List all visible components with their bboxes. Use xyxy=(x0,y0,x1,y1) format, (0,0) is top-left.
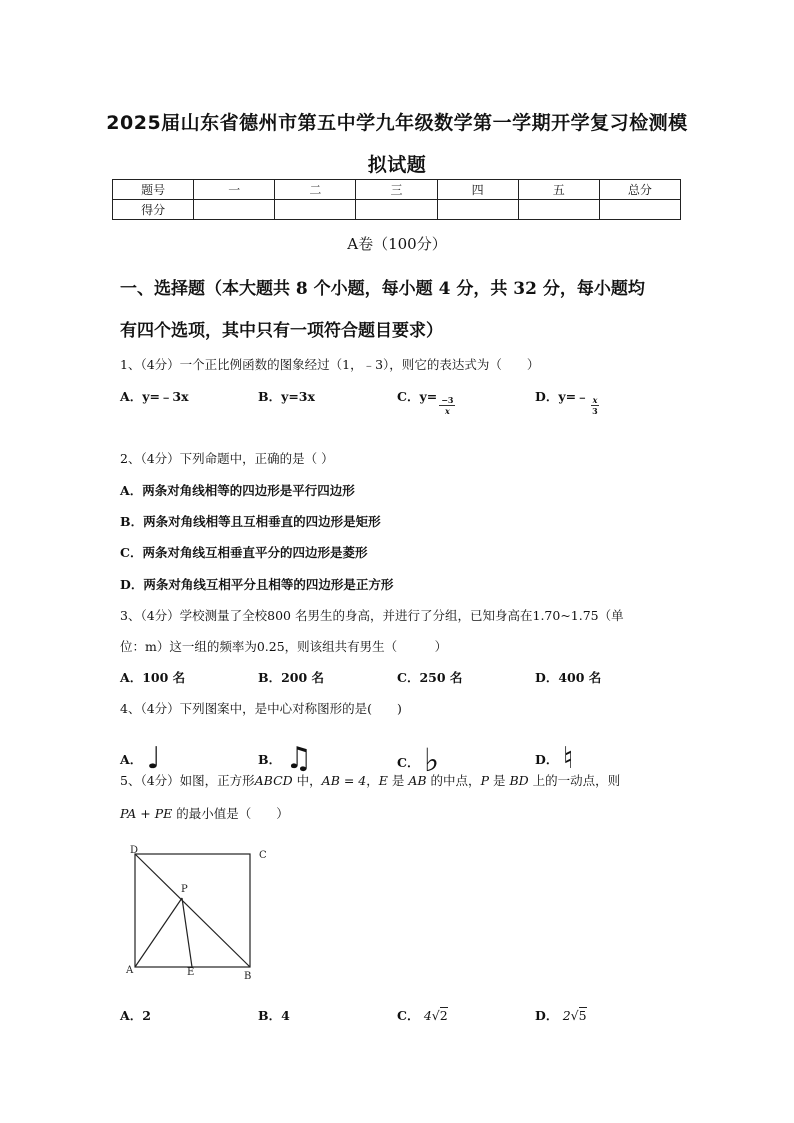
q4-option-c[interactable] xyxy=(397,737,439,779)
q4-option-a[interactable] xyxy=(120,737,161,776)
sqrt-sign-icon: √ xyxy=(431,1008,440,1023)
q5-option-b[interactable]: B．4 xyxy=(258,1008,290,1023)
score-cell: 题号 xyxy=(113,180,194,200)
q5-option-a[interactable]: A．2 xyxy=(120,1008,151,1023)
q4-option-b-label: B． xyxy=(258,752,282,767)
label-e: E xyxy=(187,967,195,978)
radical-coefficient: 4 xyxy=(423,1008,432,1023)
q5-text: 5、（4分）如图，正方形 xyxy=(120,773,255,788)
q5-option-d-prefix: D． xyxy=(535,1008,559,1023)
fraction-denominator: 3 xyxy=(592,406,598,416)
label-b: B xyxy=(244,971,252,982)
q5-text: 是 xyxy=(387,773,409,788)
section-heading: 一、选择题（本大题共 8 个小题，每小题 4 分，共 32 分，每小题均 xyxy=(120,279,645,299)
score-cell: 四 xyxy=(437,180,518,200)
q5-text: ， xyxy=(366,773,379,788)
q1-option-d-prefix: D．y=﹣ xyxy=(535,389,589,404)
score-table-score-row xyxy=(113,200,681,220)
natural-sign-icon: ♮ xyxy=(562,741,574,776)
label-a: A xyxy=(126,965,134,976)
score-input-cell[interactable] xyxy=(356,200,437,220)
beamed-notes-icon: ♫ xyxy=(285,741,313,776)
label-d: D xyxy=(130,845,139,856)
q4-option-d-label: D． xyxy=(535,752,559,767)
q2-option-a[interactable]: A．两条对角线相等的四边形是平行四边形 xyxy=(120,483,355,498)
page-title: 2025届山东省德州市第五中学九年级数学第一学期开学复习检测模 xyxy=(106,112,688,134)
q5-math: AB = 4 xyxy=(321,773,367,788)
score-cell: 二 xyxy=(275,180,356,200)
q5-text: 是 xyxy=(488,773,510,788)
q2-option-d[interactable]: D．两条对角线互相平分且相等的四边形是正方形 xyxy=(120,577,394,592)
score-input-cell[interactable] xyxy=(599,200,680,220)
q5-math: AB xyxy=(408,773,427,788)
radical-coefficient: 2 xyxy=(562,1008,571,1023)
q5-math: ABCD xyxy=(254,773,293,788)
question-3-stem-line2: 位：m）这一组的频率为0.25，则该组共有男生（ ） xyxy=(120,639,448,654)
score-input-cell[interactable] xyxy=(518,200,599,220)
question-4-stem: 4、（4分）下列图案中，是中心对称图形的是( ) xyxy=(120,701,402,716)
q5-text: 的中点， xyxy=(426,773,481,788)
question-5-stem-line2 xyxy=(120,804,289,822)
q1-option-d[interactable] xyxy=(535,387,599,416)
q2-option-b[interactable]: B．两条对角线相等且互相垂直的四边形是矩形 xyxy=(120,514,381,529)
q4-option-b[interactable] xyxy=(258,737,313,776)
q5-math: E xyxy=(378,773,388,788)
score-cell: 一 xyxy=(194,180,275,200)
q3-option-c[interactable]: C．250 名 xyxy=(397,670,463,685)
section-heading-line2: 有四个选项，其中只有一项符合题目要求） xyxy=(120,321,443,341)
score-cell: 得分 xyxy=(113,200,194,220)
paper-part-heading: A卷（100分） xyxy=(347,235,447,253)
score-table xyxy=(112,179,681,220)
radicand: 2 xyxy=(439,1008,448,1023)
q4-option-c-label: C． xyxy=(397,755,420,770)
score-input-cell[interactable] xyxy=(194,200,275,220)
label-p: P xyxy=(181,884,188,895)
quarter-note-icon: ♩ xyxy=(146,741,161,776)
q5-math: P xyxy=(480,773,489,788)
question-5-stem xyxy=(120,771,620,789)
q3-option-d[interactable]: D．400 名 xyxy=(535,670,602,685)
q3-option-a[interactable]: A．100 名 xyxy=(120,670,186,685)
score-cell: 三 xyxy=(356,180,437,200)
square-figure xyxy=(120,840,290,985)
q5-option-c-prefix: C． xyxy=(397,1008,420,1023)
score-cell: 五 xyxy=(518,180,599,200)
fraction-denominator: x xyxy=(444,406,450,416)
segment-pa xyxy=(135,898,182,967)
page-title-line2: 拟试题 xyxy=(367,154,427,176)
fraction-numerator: x xyxy=(592,395,598,405)
score-input-cell[interactable] xyxy=(437,200,518,220)
score-input-cell[interactable] xyxy=(275,200,356,220)
question-3-stem: 3、（4分）学校测量了全校800 名男生的身高，并进行了分组，已知身高在1.70~1.75（单 xyxy=(120,608,624,623)
q2-option-c[interactable]: C．两条对角线互相垂直平分的四边形是菱形 xyxy=(120,545,368,560)
flat-sign-icon: ♭ xyxy=(423,741,439,779)
fraction-numerator: −3 xyxy=(441,395,454,405)
fraction xyxy=(591,395,600,416)
diagonal-bd xyxy=(135,854,250,967)
fraction xyxy=(439,395,455,416)
radical-expression xyxy=(563,1007,587,1023)
sqrt-sign-icon: √ xyxy=(570,1008,579,1023)
q4-option-a-label: A． xyxy=(120,752,143,767)
q5-math: PA + PE xyxy=(120,806,173,821)
question-2-stem: 2、（4分）下列命题中，正确的是（ ） xyxy=(120,451,334,466)
q1-option-c-prefix: C．y= xyxy=(397,389,438,404)
q5-text: 上的一动点，则 xyxy=(528,773,621,788)
q5-option-c[interactable] xyxy=(397,1006,448,1024)
q5-option-d[interactable] xyxy=(535,1006,587,1024)
q5-text: 中， xyxy=(292,773,322,788)
q5-math: BD xyxy=(509,773,529,788)
q5-text: 的最小值是（ ） xyxy=(172,806,289,821)
question-1-stem: 1、（4分）一个正比例函数的图象经过（1，﹣3），则它的表达式为（ ） xyxy=(120,357,540,372)
q1-option-a[interactable]: A．y=﹣3x xyxy=(120,389,189,404)
label-c: C xyxy=(259,850,267,861)
radicand: 5 xyxy=(578,1008,587,1023)
score-cell: 总分 xyxy=(599,180,680,200)
q3-option-b[interactable]: B．200 名 xyxy=(258,670,325,685)
q1-option-c[interactable] xyxy=(397,387,455,416)
q4-option-d[interactable] xyxy=(535,737,574,776)
score-table-header-row xyxy=(113,180,681,200)
radical-expression xyxy=(424,1007,448,1023)
q1-option-b[interactable]: B．y=3x xyxy=(258,389,315,404)
